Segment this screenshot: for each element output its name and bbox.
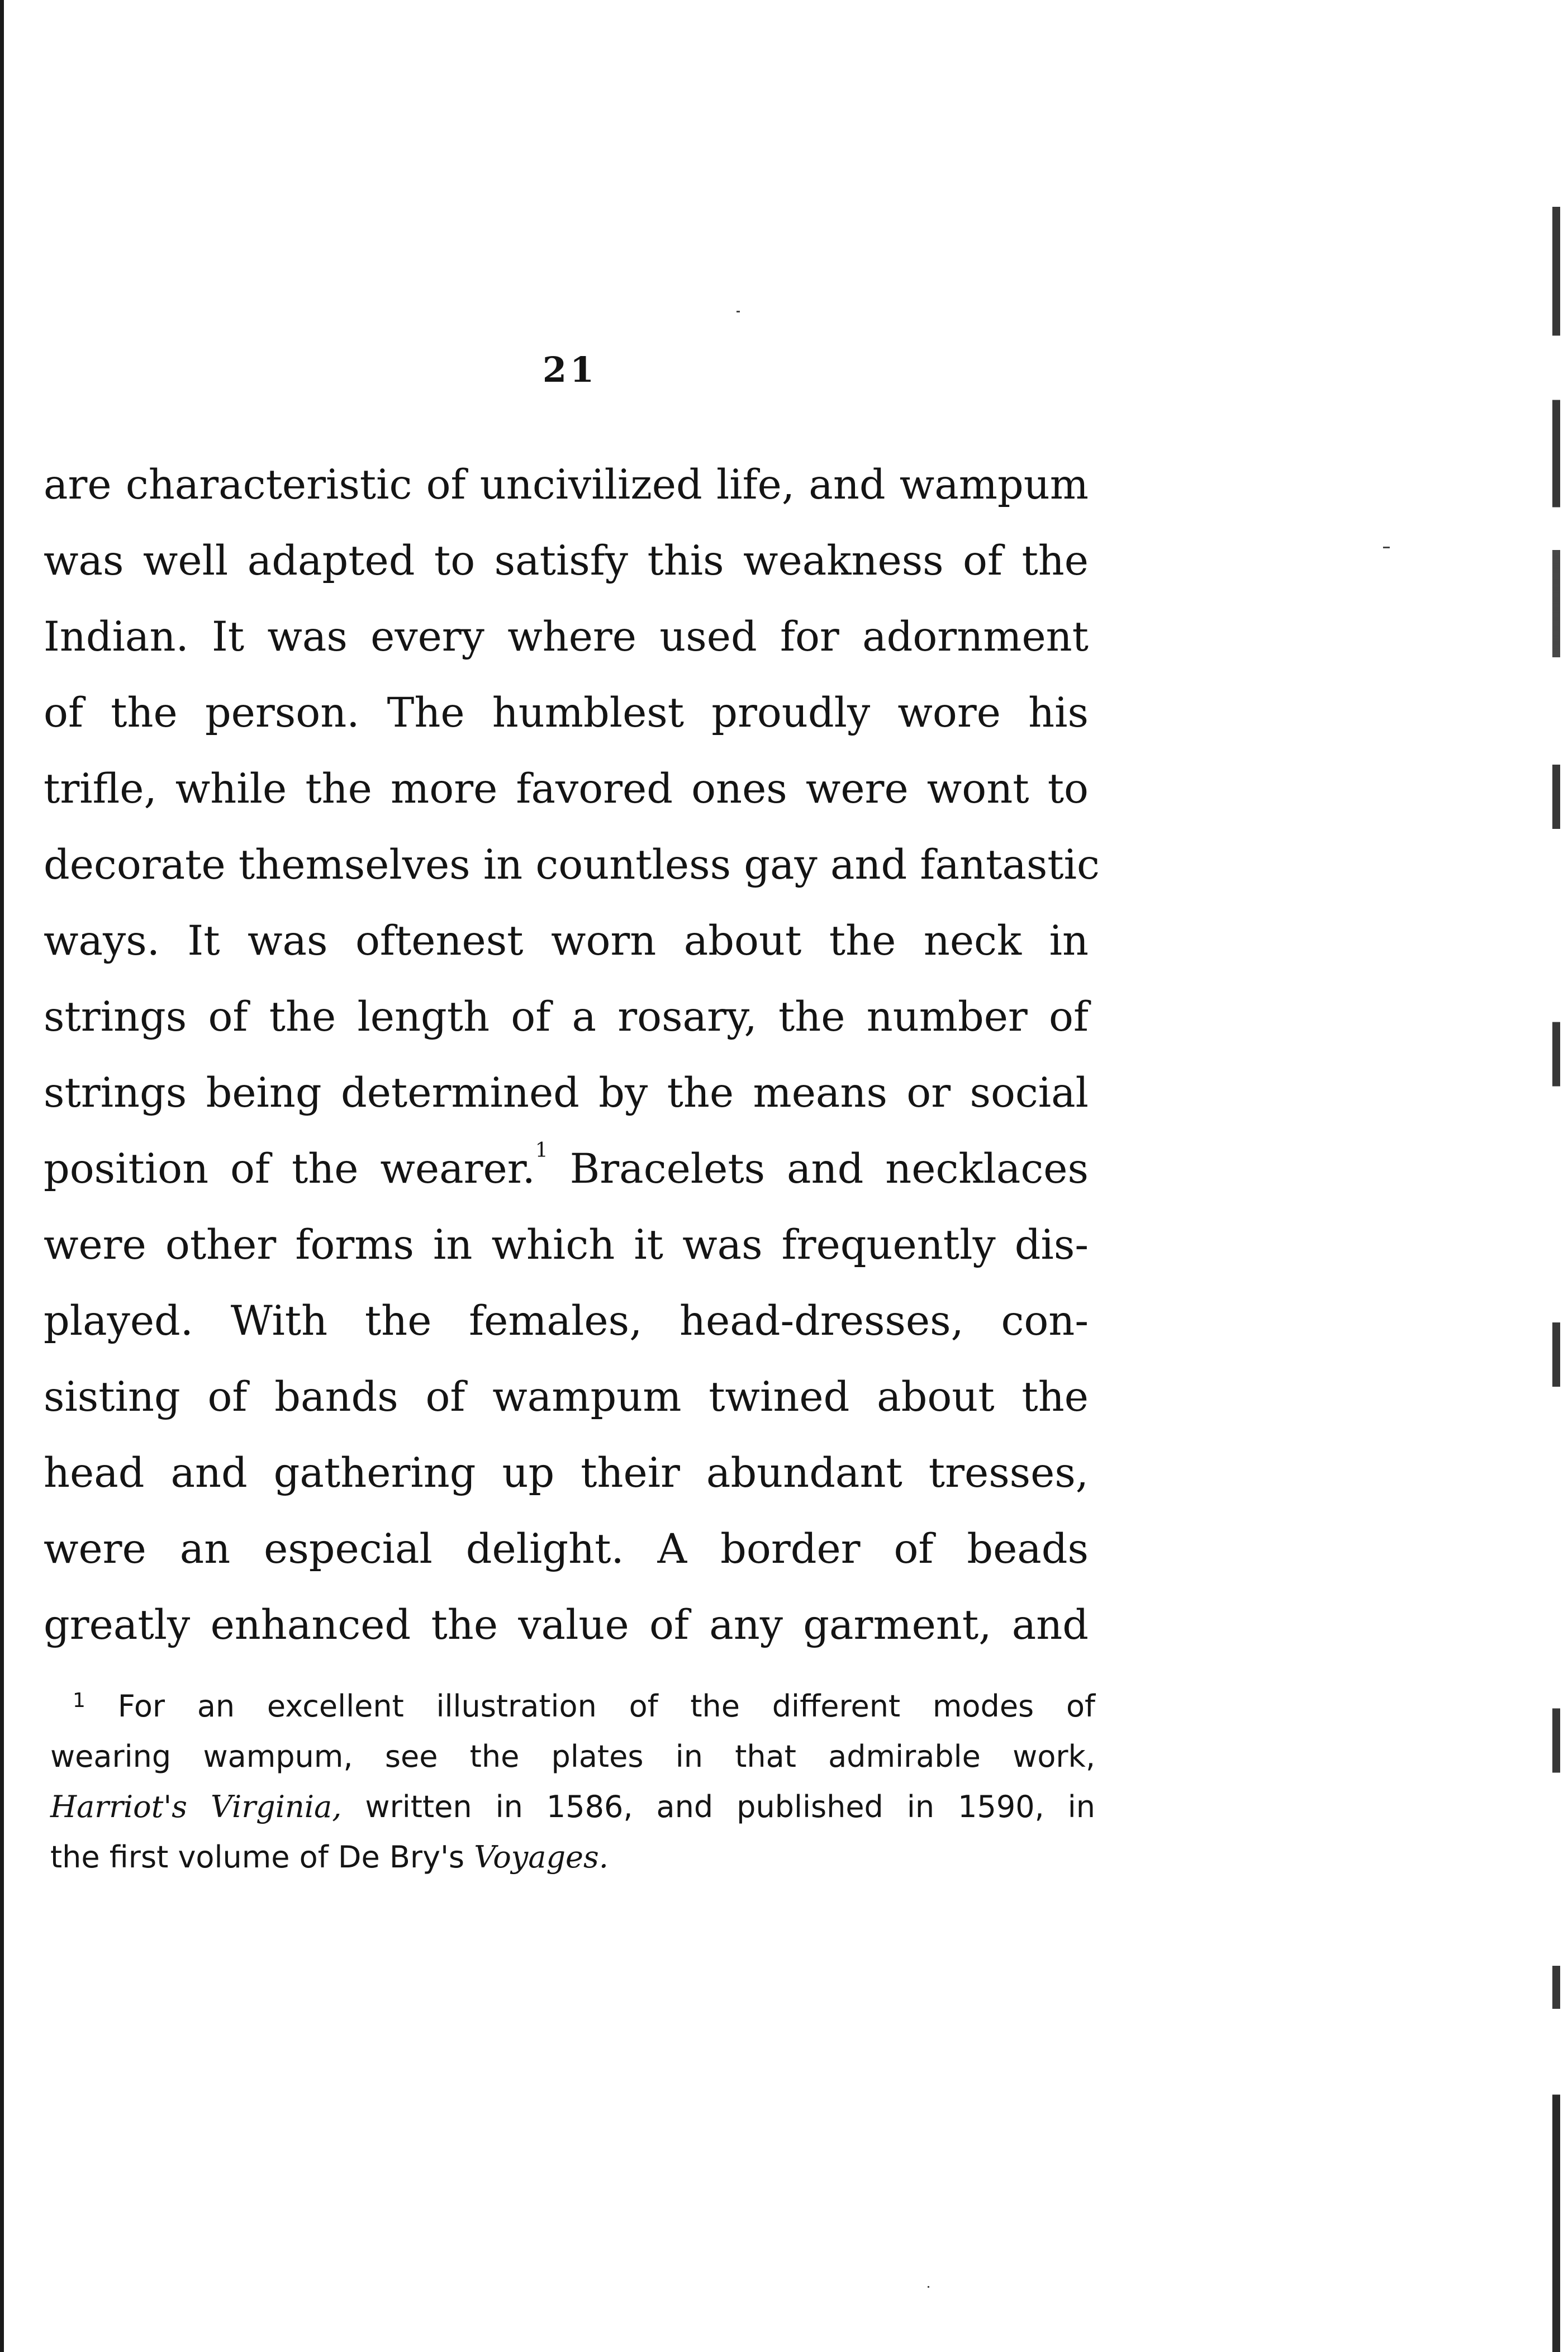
scan-edge-left — [0, 0, 4, 2352]
speck — [737, 311, 740, 312]
footnote-line — [50, 1832, 1095, 1882]
footnote-line-text: the first volume of De Bry's — [50, 1839, 465, 1875]
footnote-citation-italic: Harriot's Virginia, — [50, 1789, 342, 1824]
footnote-marker: 1 — [73, 1689, 85, 1712]
body-line: were an especial delight. A border of beads — [44, 1525, 1089, 1573]
body-line: decorate themselves in countless gay and fantastic — [44, 841, 1100, 889]
body-line: ways. It was oftenest worn about the neck in — [44, 917, 1089, 965]
footnote-citation-italic: Voyages. — [474, 1839, 609, 1875]
body-line-with-footnote-ref — [44, 1131, 1089, 1207]
page-number: 21 — [542, 349, 598, 390]
scan-edge-right — [1552, 207, 1560, 2352]
footnote — [50, 1681, 1095, 1882]
body-line-end: Bracelets and necklaces — [569, 1145, 1089, 1193]
speck — [1383, 547, 1390, 548]
footnote-line — [50, 1782, 1095, 1832]
body-line: of the person. The humblest proudly wore his — [44, 689, 1089, 737]
body-line: sisting of bands of wampum twined about the — [44, 1373, 1089, 1421]
body-line: strings of the length of a rosary, the number of — [44, 993, 1089, 1041]
body-line: head and gathering up their abundant tresses, — [44, 1449, 1089, 1497]
speck — [928, 2286, 929, 2288]
footnote-line-text: written in 1586, and published in 1590, in — [365, 1789, 1095, 1824]
body-line: strings being determined by the means or social — [44, 1069, 1089, 1117]
body-line: Indian. It was every where used for adornment — [44, 613, 1089, 661]
body-line: greatly enhanced the value of any garment, and — [44, 1601, 1089, 1649]
body-line: are characteristic of uncivilized life, and wampum — [44, 461, 1089, 509]
footnote-line-text: For an excellent illustration of the different modes of — [117, 1689, 1095, 1724]
body-line: was well adapted to satisfy this weakness of the — [44, 537, 1089, 585]
footnote-line — [50, 1681, 1095, 1732]
body-line: trifle, while the more favored ones were wont to — [44, 765, 1089, 813]
footnote-line: wearing wampum, see the plates in that admirable work, — [50, 1739, 1095, 1774]
body-line: were other forms in which it was frequently dis- — [44, 1221, 1089, 1269]
body-line-start: position of the wearer. — [44, 1145, 535, 1193]
footnote-reference: 1 — [535, 1139, 548, 1162]
body-line: played. With the females, head-dresses, con- — [44, 1297, 1089, 1345]
body-text — [44, 447, 1100, 1663]
